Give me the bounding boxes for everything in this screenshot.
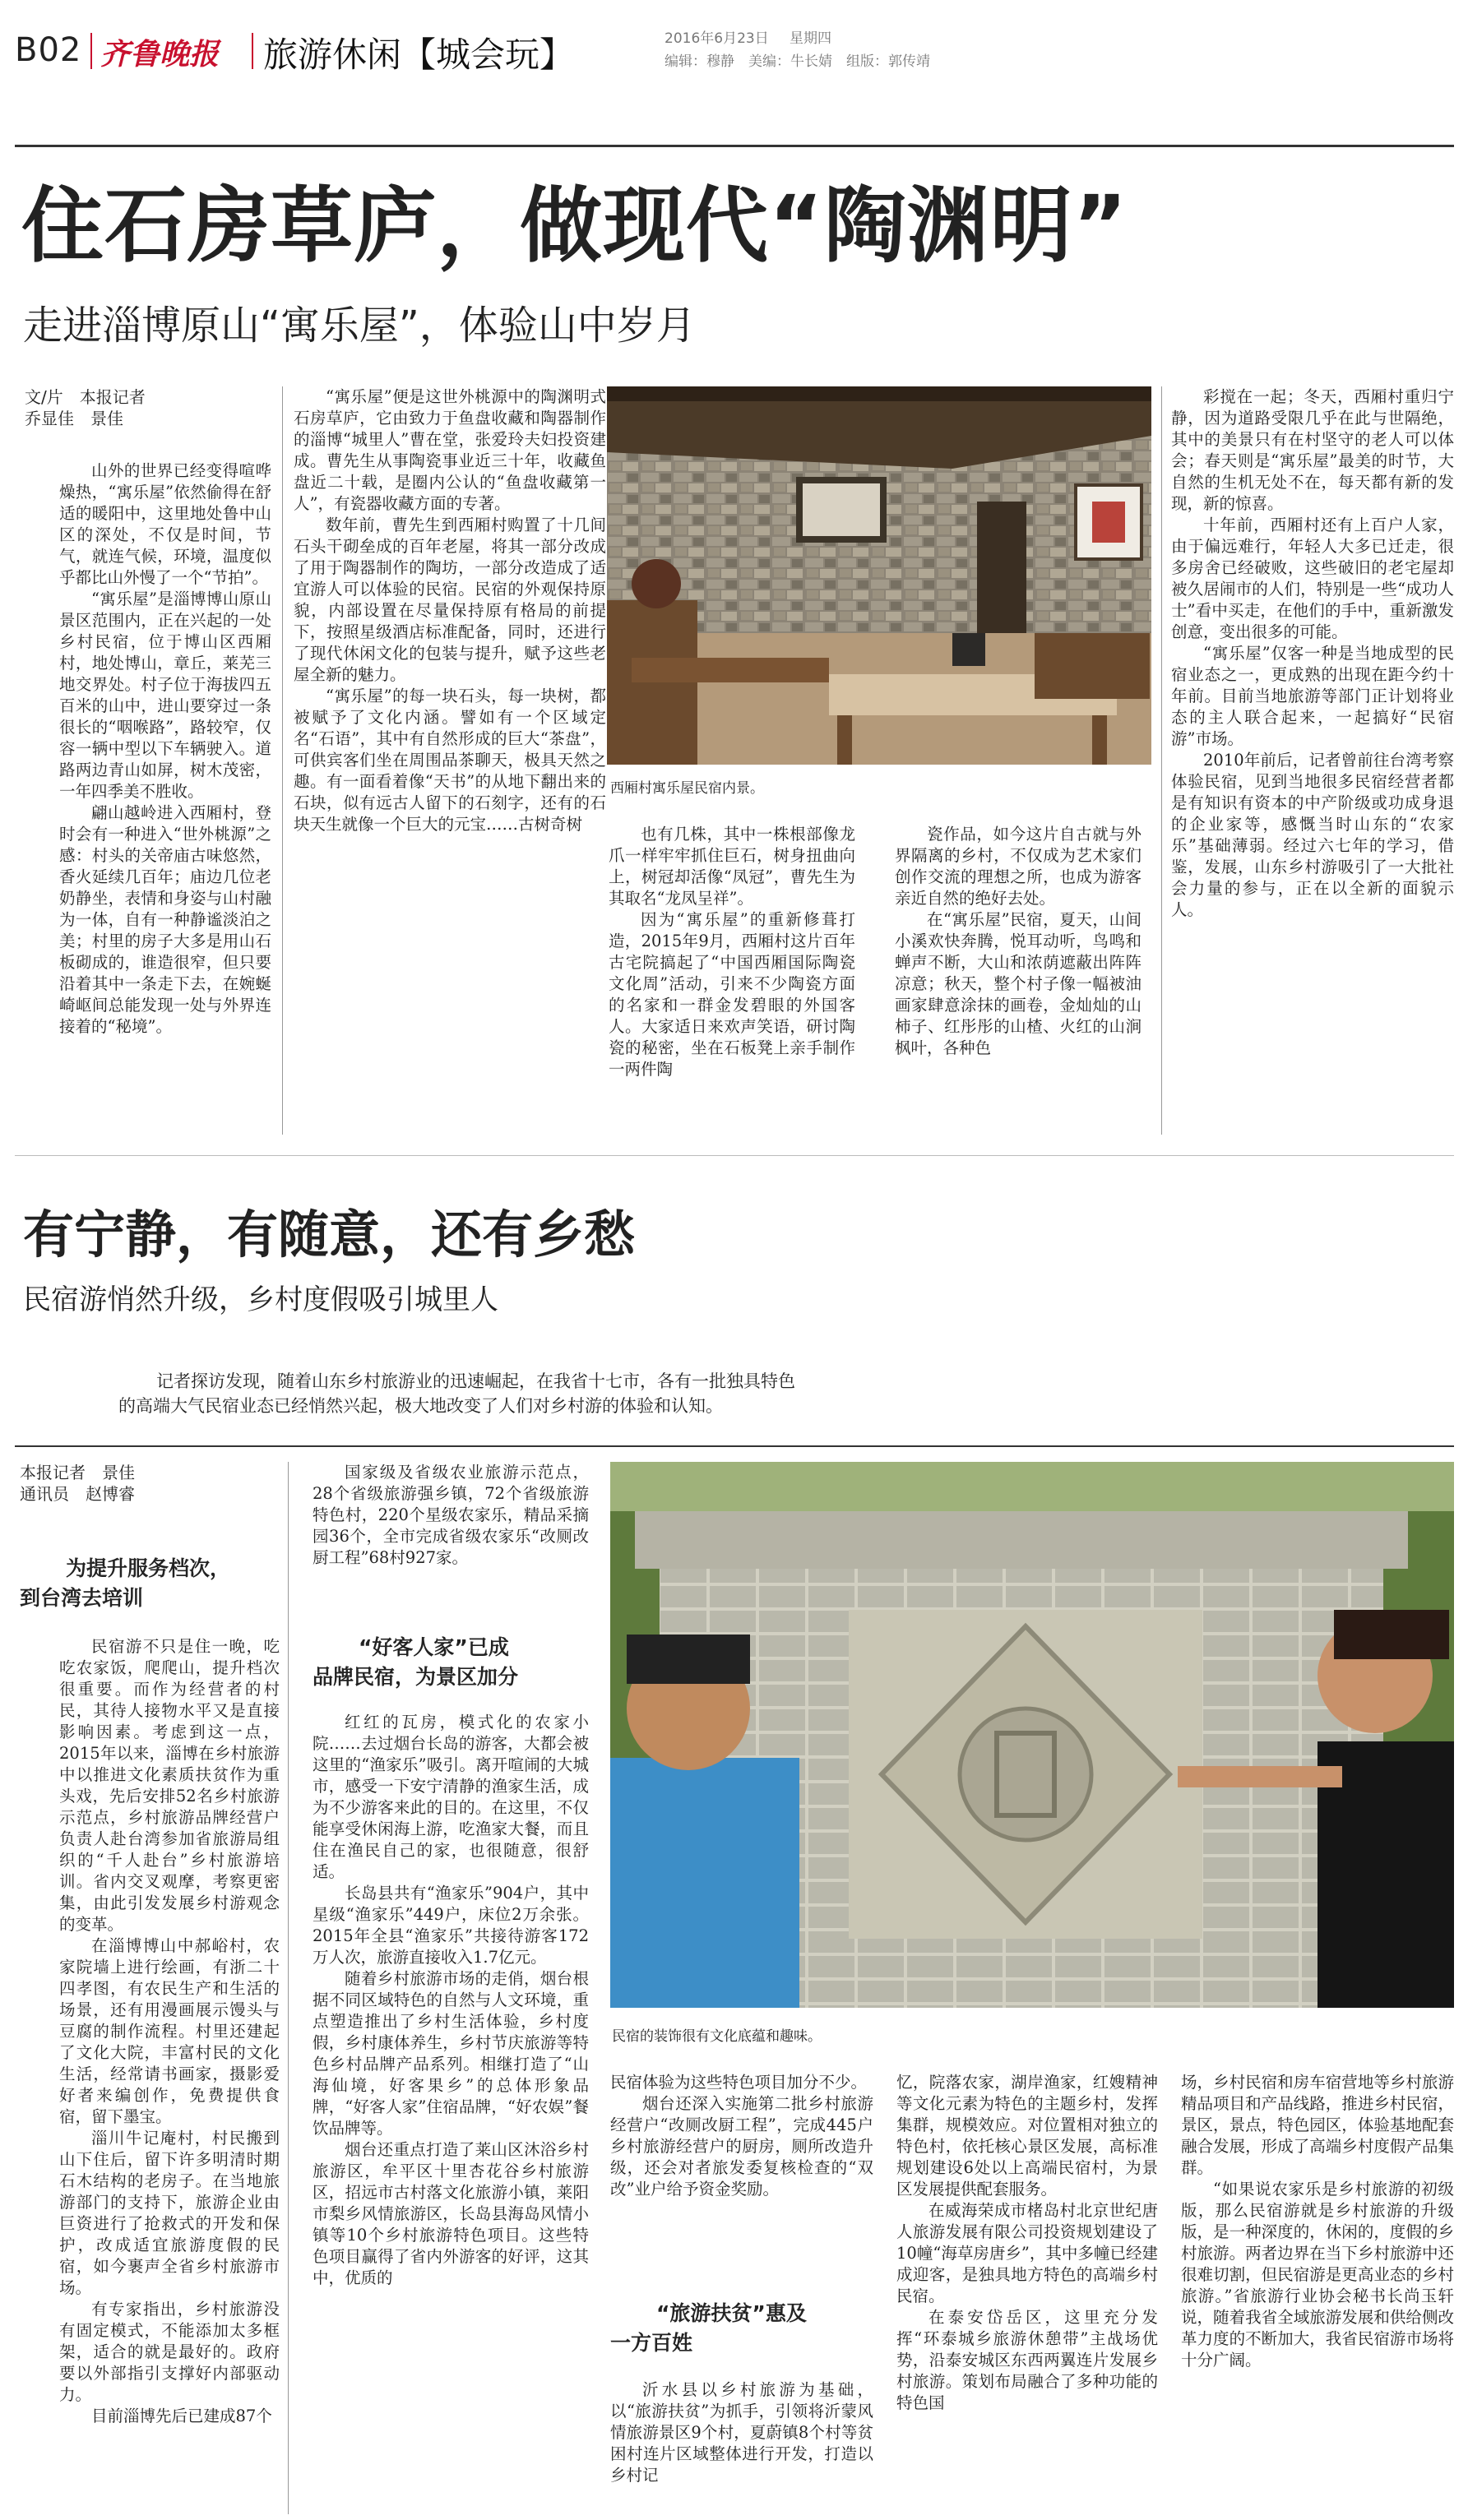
article1-col5	[1171, 386, 1454, 1135]
paragraph: 在泰安岱岳区，这里充分发挥“环泰城乡旅游休憩带”主战场优势，沿泰安城区东西两翼连片发展乡村旅游。策划布局融合了多种功能的特色国	[896, 2308, 1158, 2412]
article2-subheading-3: “旅游扶贫”惠及 一方百姓	[610, 2301, 807, 2355]
paragraph: 有专家指出，乡村旅游没有固定模式，不能添加太多框架，适合的就是最好的。政府要以外部指引支撑好内部驱动力。	[59, 2300, 280, 2404]
paragraph: 山外的世界已经变得喧哗燥热，“寓乐屋”依然偷得在舒适的暖阳中，这里地处鲁中山区的深处，不仅是时间，节气，就连气候，环境，温度似乎都比山外慢了一个“节拍”。	[59, 461, 271, 587]
article2-lead: 记者探访发现，随着山东乡村旅游业的迅速崛起，在我省十七市，各有一批独具特色 的高端大气民宿业态已经悄然兴起，极大地改变了人们对乡村游的体验和认知。	[118, 1371, 795, 1416]
article1-col3	[609, 824, 855, 1136]
paragraph: 随着乡村旅游市场的走俏，烟台根据不同区域特色的自然与人文环境，重点塑造推出了乡村生活体验，乡村度假，乡村康体养生，乡村节庆旅游等特色乡村品牌产品系列。相继打造了“山海仙境，好客果乡”的总体形象品牌，“好客人家”住宿品牌，“好农娱”餐饮品牌等。	[313, 1969, 589, 2138]
article2-subheading-2: “好客人家”已成 品牌民宿，为景区加分	[313, 1635, 519, 1689]
staff-credits: 编辑：穆静 美编：牛长婧 组版：郭传靖	[665, 53, 930, 70]
paper-logo: 齐鲁晚报	[100, 37, 220, 72]
guesthouse-interior-image	[607, 386, 1151, 765]
paragraph: 忆，院落农家，湖岸渔家，红嫂精神等文化元素为特色的主题乡村，发挥集群，规模效应。对位置相对独立的特色村，依托核心景区发展，高标准规划建设6处以上高端民宿村，为景区发展提供配套服务。	[896, 2073, 1158, 2199]
paragraph: 目前淄博先后已建成87个	[91, 2407, 272, 2425]
article1-photo-caption: 西厢村寓乐屋民宿内景。	[610, 780, 764, 797]
article1-byline: 文/片 本报记者 乔显佳 景佳	[25, 387, 146, 428]
paragraph: “寓乐屋”便是这世外桃源中的陶渊明式石房草庐，它由致力于鱼盘收藏和陶器制作的淄博“城里人”曹在堂，张爱玲夫妇投资建成。曹先生从事陶瓷事业近三十年，收藏鱼盘近二十载，是圈内公认的“鱼盘收藏第一人”，有瓷器收藏方面的专著。	[294, 387, 606, 513]
paragraph: 红红的瓦房，模式化的农家小院……去过烟台长岛的游客，大都会被这里的“渔家乐”吸引。离开喧闹的大城市，感受一下安宁清静的渔家生活，成为不少游客来此的目的。在这里，不仅能享受休闲海上游，吃渔家大餐，而且住在渔民自己的家，也很随意，很舒适。	[313, 1713, 589, 1881]
paragraph: 民宿体验为这些特色项目加分不少。	[610, 2073, 868, 2092]
paragraph: “寓乐屋”仅客一种是当地成型的民宿业态之一，更成熟的出现在距今约十年前。目前当地旅游等部门正计划将业态的主人联合起来，一起搞好“民宿游”市场。	[1171, 644, 1454, 748]
paragraph: 烟台还深入实施第二批乡村旅游经营户“改厕改厨工程”，完成445户乡村旅游经营户的厨房，厕所改造升级，还会对者旅发委复核检查的“双改”业户给予资金奖励。	[610, 2094, 873, 2199]
lead-rule	[15, 1445, 1454, 1447]
paragraph: 数年前，曹先生到西厢村购置了十几间石头干砌垒成的百年老屋，将其一部分改成了用于陶器制作的陶坊，一部分改造成了适宜游人可以体验的民宿。民宿的外观保持原貌，内部设置在尽量保持原有格局的前提下，按照星级酒店标准配备，同时，还进行了现代休闲文化的包装与提升，赋予这些老屋全新的魅力。	[294, 516, 606, 684]
article2-headline: 有宁静，有随意，还有乡愁	[23, 1205, 636, 1265]
paragraph: “寓乐屋”的每一块石头，每一块树，都被赋予了文化内涵。譬如有一个区域定名“石语”，其中有自然形成的巨大“茶盘”，可供宾客们坐在周围品茶聊天，极具天然之趣。有一面看着像“天书”的从地下翻出来的石块，似有远古人留下的石刻字，还有的石块天生就像一个巨大的元宝……古树奇树	[294, 687, 606, 834]
article2-col5	[1181, 2072, 1454, 2514]
article-separator	[15, 1155, 1454, 1156]
paragraph: 淄川牛记庵村，村民搬到山下住后，留下许多明清时期石木结构的老房子。在当地旅游部门的支持下，旅游企业由巨资进行了抢救式的开发和保护，改成适宜旅游度假的民宿，如今裹声全省乡村旅游市场。	[59, 2129, 280, 2297]
article1-col4	[895, 824, 1142, 1136]
carved-wall-image	[610, 1462, 1454, 2008]
paragraph: 在淄博博山中郝峪村，农家院墙上进行绘画，有浙二十四孝图，有农民生产和生活的场景，还有用漫画展示馒头与豆腐的制作流程。村里还建起了文化大院，丰富村民的文化生活，经常请书画家，摄影爱好者来编创作，免费提供食宿，留下墨宝。	[59, 1936, 280, 2126]
article2-subheading-1: 为提升服务档次， 到台湾去培训	[20, 1556, 231, 1610]
article1-col1	[59, 460, 271, 1143]
paragraph: 也有几株，其中一株根部像龙爪一样牢牢抓住巨石，树身扭曲向上，树冠却活像“凤冠”，曹先生为其取名“龙凤呈祥”。	[609, 825, 855, 908]
paragraph: 彩搅在一起；冬天，西厢村重归宁静，因为道路受限几乎在此与世隔绝，其中的美景只有在村坚守的老人可以体会；春天则是“寓乐屋”最美的时节，大自然的生机无处不在，每天都有新的发现，新的惊喜。	[1171, 387, 1454, 513]
masthead-rule	[15, 145, 1454, 147]
paragraph: 瓷作品，如今这片自古就与外界隔离的乡村，不仅成为艺术家们创作交流的理想之所，也成为游客亲近自然的绝好去处。	[895, 825, 1142, 908]
article2-col2	[313, 1712, 589, 2514]
article1-headline: 住石房草庐，做现代“陶渊明”	[21, 178, 1128, 274]
column-rule	[1161, 386, 1162, 1135]
paragraph: 烟台还重点打造了莱山区沐浴乡村旅游区，牟平区十里杏花谷乡村旅游区，招远市古村落文化旅游小镇，莱阳市梨乡风情旅游区，长岛县海岛风情小镇等10个乡村旅游特色项目。这些特色项目赢得了省内外游客的好评，这其中，优质的	[313, 2140, 589, 2287]
paragraph: 在“寓乐屋”民宿，夏天，山间小溪欢快奔腾，悦耳动听，鸟鸣和蝉声不断，大山和浓荫遮蔽出阵阵凉意；秋天，整个村子像一幅被油画家肆意涂抹的画卷，金灿灿的山柿子、红彤彤的山楂、火红的山涧枫叶，各种色	[895, 910, 1142, 1057]
paragraph: 十年前，西厢村还有上百户人家，由于偏远难行，年轻人大多已迁走，很多房舍已经破败，这些破旧的老宅屋却被久居闹市的人们，特别是一些“成功人士”看中买走，在他们的手中，重新激发创意，变出很多的可能。	[1171, 516, 1454, 641]
issue-weekday: 星期四	[790, 30, 831, 47]
page-number: B02	[15, 31, 82, 69]
article2-photo	[610, 1462, 1454, 2008]
article2-col3	[610, 2379, 873, 2514]
paragraph: 民宿游不只是住一晚，吃吃农家饭，爬爬山，提升档次很重要。而作为经营者的村民，其待人接物水平又是直接影响因素。考虑到这一点，2015年以来，淄博在乡村旅游中以推进文化素质扶贫作为重头戏，先后安排52名乡村旅游示范点，乡村旅游品牌经营户负责人赴台湾参加省旅游局组织的“千人赴台”乡村旅游培训。省内交叉观摩，考察更密集，由此引发发展乡村游观念的变革。	[59, 1637, 280, 1934]
paragraph: “寓乐屋”是淄博博山原山景区范围内，正在兴起的一处乡村民宿，位于博山区西厢村，地处博山，章丘，莱芜三地交界处。村子位于海拔四五百米的山中，进山要穿过一条很长的“咽喉路”，路较窄，仅容一辆中型以下车辆驶入。道路两边青山如屏，树木茂密，一年四季美不胜收。	[59, 590, 271, 801]
article1-col2	[294, 386, 606, 1135]
article2-photo-caption: 民宿的装饰很有文化底蕴和趣味。	[612, 2028, 822, 2045]
paragraph: 因为“寓乐屋”的重新修葺打造，2015年9月，西厢村这片百年古宅院搞起了“中国西厢国际陶瓷文化周”活动，引来不少陶瓷方面的名家和一群金发碧眼的外国客人。大家适日来欢声笑语，研讨陶瓷的秘密，坐在石板凳上亲手制作一两件陶	[609, 910, 855, 1079]
article2-col1	[59, 1636, 280, 2514]
paragraph: 2010年前后，记者曾前往台湾考察体验民宿，见到当地很多民宿经营者都是有知识有资本的中产阶级或功成身退的企业家等，感慨当时山东的“农家乐”基础薄弱。经过六七年的学习，借鉴，发展，山东乡村游吸引了一大批社会力量的参与，正在以全新的面貌示人。	[1171, 751, 1454, 919]
paragraph: 在威海荣成市楮岛村北京世纪唐人旅游发展有限公司投资规划建设了10幢“海草房唐乡”，其中多幢已经建成迎客，是独具地方特色的高端乡村民宿。	[896, 2201, 1158, 2305]
masthead-divider	[90, 33, 92, 69]
issue-date: 2016年6月23日	[665, 30, 769, 47]
article2-col4	[896, 2072, 1158, 2514]
column-rule	[288, 1462, 289, 2514]
article1-subhead: 走进淄博原山“寓乐屋”，体验山中岁月	[23, 303, 696, 349]
article1-photo	[607, 386, 1151, 765]
paragraph: 长岛县共有“渔家乐”904户，其中星级“渔家乐”449户，床位2万余张。2015年全县“渔家乐”共接待游客172万人次，旅游直接收入1.7亿元。	[313, 1884, 589, 1967]
paragraph: 场，乡村民宿和房车宿营地等乡村旅游精品项目和产品线路，推进乡村民宿，景区，景点，特色园区，体验基地配套融合发展，形成了高端乡村度假产品集群。	[1181, 2073, 1454, 2177]
section-title: 旅游休闲【城会玩】	[263, 35, 575, 75]
paragraph: 沂水县以乡村旅游为基础，以“旅游扶贫”为抓手，引领将沂蒙风情旅游景区9个村，夏蔚镇8个村等贫困村连片区域整体进行开发，打造以乡村记	[610, 2380, 873, 2485]
article2-col3-top	[610, 2072, 873, 2269]
article2-byline: 本报记者 景佳 通讯员 赵博睿	[20, 1463, 135, 1504]
paragraph: 国家级及省级农业旅游示范点，28个省级旅游强乡镇，72个省级旅游特色村，220个星级农家乐，精品采摘园36个，全市完成省级农家乐“改厕改厨工程”68村927家。	[313, 1463, 589, 1567]
paragraph: 翩山越岭进入西厢村，登时会有一种进入“世外桃源”之感：村头的关帝庙古味悠然，香火延续几百年；庙边几位老奶静坐，表情和身姿与山村融为一体，自有一种静谧淡泊之美；村里的房子大多是用山石板砌成的，谁造很窄，但只要沿着其中一条走下去，在婉蜒崎岖间总能发现一处与外界连接着的“秘境”。	[59, 803, 271, 1036]
paragraph: “如果说农家乐是乡村旅游的初级版，那么民宿游就是乡村旅游的升级版，是一种深度的，休闲的，度假的乡村旅游。两者边界在当下乡村旅游中还很难切割，但民宿游是更高业态的乡村旅游。”省旅游行业协会秘书长尚玉轩说，随着我省全域旅游发展和供给侧改革力度的不断加大，我省民宿游市场将十分广阔。	[1181, 2180, 1454, 2370]
article2-col2-top	[313, 1462, 589, 1626]
masthead-divider	[252, 33, 253, 69]
column-rule	[282, 386, 283, 1135]
article2-subhead: 民宿游悄然升级，乡村度假吸引城里人	[23, 1283, 498, 1316]
